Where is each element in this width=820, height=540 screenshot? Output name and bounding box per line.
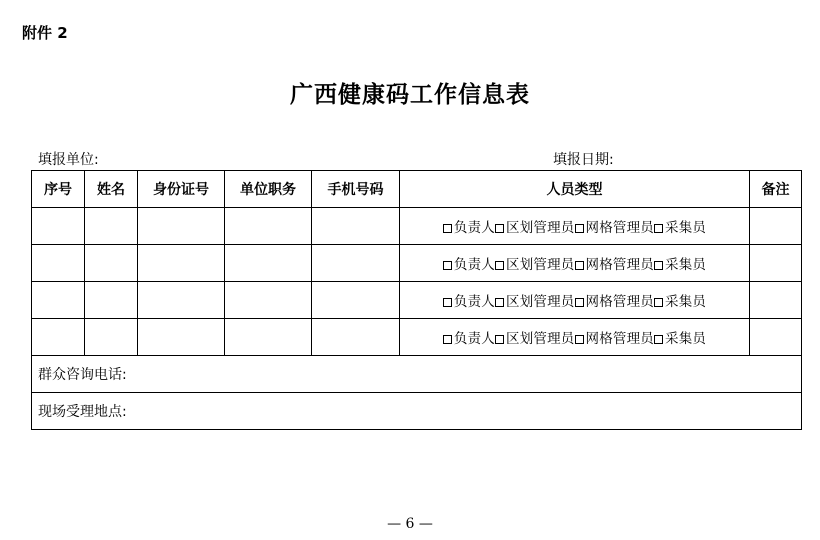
cell-remark[interactable] — [750, 245, 802, 282]
cell-phone[interactable] — [312, 282, 400, 319]
fill-unit-label: 填报单位: — [38, 152, 99, 168]
cell-index[interactable] — [32, 282, 85, 319]
cell-index[interactable] — [32, 319, 85, 356]
checkbox-icon[interactable] — [495, 335, 504, 344]
header-remark: 备注 — [750, 171, 802, 208]
table-row — [32, 319, 802, 356]
cell-index[interactable] — [32, 208, 85, 245]
cell-name[interactable] — [85, 208, 138, 245]
cell-position[interactable] — [225, 319, 312, 356]
cell-id-number[interactable] — [138, 208, 225, 245]
consult-phone-row — [32, 356, 802, 393]
cell-name[interactable] — [85, 282, 138, 319]
person-type-option-label: 网格管理员 — [585, 220, 654, 236]
person-type-option-label: 区划管理员 — [506, 331, 575, 347]
checkbox-icon[interactable] — [443, 298, 452, 307]
cell-id-number[interactable] — [138, 245, 225, 282]
header-phone: 手机号码 — [312, 171, 400, 208]
cell-index[interactable] — [32, 245, 85, 282]
checkbox-icon[interactable] — [654, 261, 663, 270]
header-index: 序号 — [32, 171, 85, 208]
person-type-option-label: 负责人 — [453, 331, 495, 347]
checkbox-icon[interactable] — [495, 298, 504, 307]
onsite-location-label[interactable]: 现场受理地点: — [32, 393, 802, 430]
header-position: 单位职务 — [225, 171, 312, 208]
cell-person-type — [400, 208, 750, 245]
cell-remark[interactable] — [750, 208, 802, 245]
cell-remark[interactable] — [750, 319, 802, 356]
person-type-option-label: 采集员 — [665, 294, 707, 310]
cell-position[interactable] — [225, 245, 312, 282]
cell-name[interactable] — [85, 245, 138, 282]
cell-id-number[interactable] — [138, 319, 225, 356]
person-type-option-label: 负责人 — [453, 294, 495, 310]
fill-date-label: 填报日期: — [553, 152, 614, 168]
person-type-option-label: 网格管理员 — [585, 257, 654, 273]
cell-person-type — [400, 319, 750, 356]
person-type-option-label: 区划管理员 — [506, 294, 575, 310]
cell-position[interactable] — [225, 208, 312, 245]
table-row — [32, 208, 802, 245]
cell-id-number[interactable] — [138, 282, 225, 319]
table-row — [32, 245, 802, 282]
onsite-location-row — [32, 393, 802, 430]
checkbox-icon[interactable] — [575, 261, 584, 270]
cell-person-type — [400, 282, 750, 319]
checkbox-icon[interactable] — [654, 298, 663, 307]
info-table — [31, 170, 802, 430]
page-number: — 6 — — [387, 516, 433, 532]
checkbox-icon[interactable] — [575, 224, 584, 233]
cell-name[interactable] — [85, 319, 138, 356]
person-type-option-label: 区划管理员 — [506, 257, 575, 273]
cell-remark[interactable] — [750, 282, 802, 319]
checkbox-icon[interactable] — [495, 261, 504, 270]
person-type-option-label: 负责人 — [453, 220, 495, 236]
checkbox-icon[interactable] — [495, 224, 504, 233]
checkbox-icon[interactable] — [443, 261, 452, 270]
person-type-option-label: 采集员 — [665, 220, 707, 236]
checkbox-icon[interactable] — [443, 335, 452, 344]
attachment-label: 附件 2 — [22, 24, 68, 42]
cell-phone[interactable] — [312, 208, 400, 245]
checkbox-icon[interactable] — [654, 335, 663, 344]
checkbox-icon[interactable] — [575, 298, 584, 307]
document-title: 广西健康码工作信息表 — [290, 81, 530, 108]
person-type-option-label: 负责人 — [453, 257, 495, 273]
person-type-option-label: 区划管理员 — [506, 220, 575, 236]
cell-phone[interactable] — [312, 245, 400, 282]
person-type-option-label: 采集员 — [665, 331, 707, 347]
person-type-option-label: 网格管理员 — [585, 294, 654, 310]
cell-person-type — [400, 245, 750, 282]
checkbox-icon[interactable] — [575, 335, 584, 344]
checkbox-icon[interactable] — [654, 224, 663, 233]
person-type-option-label: 采集员 — [665, 257, 707, 273]
consult-phone-label[interactable]: 群众咨询电话: — [32, 356, 802, 393]
person-type-option-label: 网格管理员 — [585, 331, 654, 347]
table-row — [32, 282, 802, 319]
checkbox-icon[interactable] — [443, 224, 452, 233]
table-header-row — [32, 171, 802, 208]
header-person-type: 人员类型 — [400, 171, 750, 208]
cell-position[interactable] — [225, 282, 312, 319]
header-name: 姓名 — [85, 171, 138, 208]
header-id-number: 身份证号 — [138, 171, 225, 208]
cell-phone[interactable] — [312, 319, 400, 356]
